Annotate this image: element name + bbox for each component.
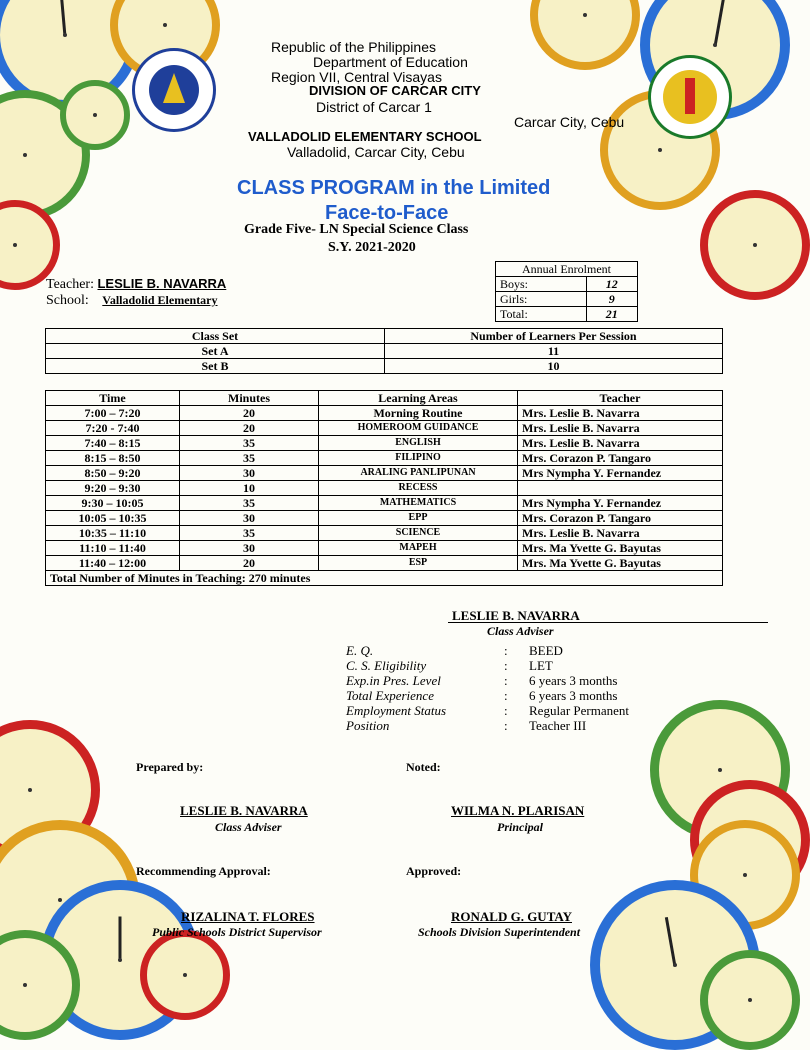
teacher-cell: Mrs Nympha Y. Fernandez bbox=[518, 496, 723, 511]
grade-subtitle: Grade Five- LN Special Science Class bbox=[244, 222, 469, 237]
table-row bbox=[46, 511, 723, 526]
learning-area-cell: MATHEMATICS bbox=[319, 496, 518, 511]
school-value: Valladolid Elementary bbox=[102, 293, 218, 307]
table-row bbox=[46, 406, 723, 421]
prepared-role: Class Adviser bbox=[215, 820, 282, 834]
table-row: Set B 10 bbox=[46, 359, 723, 374]
prepared-name: LESLIE B. NAVARRA bbox=[180, 803, 308, 818]
learning-area-cell: SCIENCE bbox=[319, 526, 518, 541]
profile-label: C. S. Eligibility bbox=[346, 658, 427, 673]
time-cell: 7:00 – 7:20 bbox=[46, 406, 180, 421]
profile-colon: : bbox=[504, 643, 508, 658]
profile-value: BEED bbox=[529, 643, 563, 658]
time-cell: 8:15 – 8:50 bbox=[46, 451, 180, 466]
learning-area-cell: Morning Routine bbox=[319, 406, 518, 421]
enrolment-title: Annual Enrolment bbox=[496, 262, 638, 277]
teacher-cell: Mrs. Leslie B. Navarra bbox=[518, 406, 723, 421]
minutes-cell: 35 bbox=[180, 436, 319, 451]
school-year: S.Y. 2021-2020 bbox=[328, 240, 416, 255]
profile-label: E. Q. bbox=[346, 643, 374, 658]
time-cell: 10:35 – 11:10 bbox=[46, 526, 180, 541]
profile-row bbox=[346, 658, 666, 673]
header-division: DIVISION OF CARCAR CITY bbox=[309, 83, 481, 98]
teacher-cell: Mrs. Corazon P. Tangaro bbox=[518, 451, 723, 466]
profile-row bbox=[346, 718, 666, 733]
profile-label: Employment Status bbox=[346, 703, 447, 718]
prepared-by-label: Prepared by: bbox=[136, 760, 204, 774]
profile-value: 6 years 3 months bbox=[529, 688, 618, 703]
profile-row bbox=[346, 673, 666, 688]
table-row bbox=[46, 436, 723, 451]
minutes-cell: 30 bbox=[180, 511, 319, 526]
table-row bbox=[46, 466, 723, 481]
time-cell: 7:20 - 7:40 bbox=[46, 421, 180, 436]
teacher-cell: Mrs. Leslie B. Navarra bbox=[518, 526, 723, 541]
recommending-role: Public Schools District Supervisor bbox=[152, 925, 322, 939]
page-title: CLASS PROGRAM in the Limited bbox=[237, 177, 551, 199]
time-cell: 9:30 – 10:05 bbox=[46, 496, 180, 511]
adviser-profile bbox=[346, 643, 666, 733]
minutes-cell: 35 bbox=[180, 496, 319, 511]
learning-area-cell: ENGLISH bbox=[319, 436, 518, 451]
learning-area-cell: EPP bbox=[319, 511, 518, 526]
header-school-name: VALLADOLID ELEMENTARY SCHOOL bbox=[248, 129, 482, 144]
teacher-row bbox=[46, 276, 226, 293]
teacher-cell: Mrs. Ma Yvette G. Bayutas bbox=[518, 541, 723, 556]
approved-role: Schools Division Superintendent bbox=[418, 925, 581, 939]
profile-value: LET bbox=[529, 658, 553, 673]
teacher-cell bbox=[518, 481, 723, 496]
header-school-address: Valladolid, Carcar City, Cebu bbox=[287, 144, 465, 160]
profile-row bbox=[346, 703, 666, 718]
minutes-cell: 20 bbox=[180, 421, 319, 436]
recommending-name: RIZALINA T. FLORES bbox=[181, 909, 315, 924]
teacher-cell: Mrs Nympha Y. Fernandez bbox=[518, 466, 723, 481]
page-title-cut: Face-to-Face bbox=[325, 202, 449, 224]
header-department: Department of Education bbox=[313, 54, 468, 70]
class-set-table: Class Set Number of Learners Per Session Set A 11 Set B 10 bbox=[45, 328, 723, 374]
time-cell: 11:40 – 12:00 bbox=[46, 556, 180, 571]
table-row: Girls: 9 bbox=[496, 292, 638, 307]
teacher-cell: Mrs. Corazon P. Tangaro bbox=[518, 511, 723, 526]
noted-label: Noted: bbox=[406, 760, 441, 774]
learning-area-cell: HOMEROOM GUIDANCE bbox=[319, 421, 518, 436]
profile-value: 6 years 3 months bbox=[529, 673, 618, 688]
teacher-name: LESLIE B. NAVARRA bbox=[97, 276, 227, 291]
profile-value: Regular Permanent bbox=[529, 703, 629, 718]
recommending-label: Recommending Approval: bbox=[136, 864, 271, 878]
table-row bbox=[46, 526, 723, 541]
header-republic: Republic of the Philippines bbox=[271, 39, 436, 55]
school-seal-logo bbox=[648, 55, 732, 139]
minutes-cell: 10 bbox=[180, 481, 319, 496]
schedule-table: Time Minutes Learning Areas Teacher 7:00 – 7:20 20 Morning Routine Mrs. Leslie B. Navarra 7:20 - 7:40 20 HOMEROOM GUIDANCE Mrs. Leslie B. Navarra 7:40 – 8:15 35 ENGLISH Mrs. Leslie B. Navarra 8:15 – 8:50 35 FILIPINO Mrs. Corazon P. Tangaro 8:50 – 9:20 30 ARALING PANLIPUNAN Mrs Nympha Y. Fernandez 9:20 – 9:30 10 RECESS 9:30 – 10:05 35 MATHEMATICS Mrs Nympha Y. Fernandez 10:05 – 10:35 30 EPP Mrs. Corazon P. Tangaro 10:35 – 11:10 35 SCIENCE Mrs. Leslie B. Navarra 11:10 – 11:40 30 MAPEH Mrs. Ma Yvette G. Bayutas 11:40 – 12:00 20 ESP Mrs. Ma Yvette G. Bayutas Total Number of Minutes in Teaching: 270 minutes bbox=[45, 390, 723, 586]
adviser-line bbox=[448, 622, 768, 623]
approved-name: RONALD G. GUTAY bbox=[451, 909, 572, 924]
time-cell: 9:20 – 9:30 bbox=[46, 481, 180, 496]
teacher-cell: Mrs. Leslie B. Navarra bbox=[518, 421, 723, 436]
clock-icon bbox=[700, 190, 810, 300]
learning-area-cell: ARALING PANLIPUNAN bbox=[319, 466, 518, 481]
learning-area-cell: MAPEH bbox=[319, 541, 518, 556]
clock-icon bbox=[530, 0, 640, 70]
learning-area-cell: FILIPINO bbox=[319, 451, 518, 466]
approved-label: Approved: bbox=[406, 864, 462, 878]
profile-label: Total Experience bbox=[346, 688, 434, 703]
minutes-cell: 35 bbox=[180, 451, 319, 466]
minutes-cell: 20 bbox=[180, 556, 319, 571]
total-minutes: Total Number of Minutes in Teaching: 270 minutes bbox=[46, 571, 723, 586]
school-label: School: bbox=[46, 293, 89, 308]
profile-label: Exp.in Pres. Level bbox=[346, 673, 441, 688]
header-city: Carcar City, Cebu bbox=[514, 114, 625, 130]
table-row bbox=[46, 541, 723, 556]
profile-colon: : bbox=[504, 688, 508, 703]
minutes-cell: 30 bbox=[180, 466, 319, 481]
profile-colon: : bbox=[504, 673, 508, 688]
table-row bbox=[46, 421, 723, 436]
clock-icon bbox=[140, 930, 230, 1020]
minutes-cell: 30 bbox=[180, 541, 319, 556]
table-row bbox=[46, 481, 723, 496]
minutes-cell: 35 bbox=[180, 526, 319, 541]
profile-value: Teacher III bbox=[529, 718, 587, 733]
adviser-role: Class Adviser bbox=[487, 624, 554, 638]
enrolment-table bbox=[495, 261, 638, 322]
adviser-name: LESLIE B. NAVARRA bbox=[452, 608, 580, 623]
time-cell: 11:10 – 11:40 bbox=[46, 541, 180, 556]
teacher-label: Teacher: bbox=[46, 277, 94, 292]
table-row: Total: 21 bbox=[496, 307, 638, 322]
profile-row bbox=[346, 643, 666, 658]
profile-label: Position bbox=[346, 718, 390, 733]
deped-seal-logo bbox=[132, 48, 216, 132]
time-cell: 8:50 – 9:20 bbox=[46, 466, 180, 481]
clock-icon bbox=[700, 950, 800, 1050]
time-cell: 7:40 – 8:15 bbox=[46, 436, 180, 451]
minutes-cell: 20 bbox=[180, 406, 319, 421]
clock-icon bbox=[60, 80, 130, 150]
table-row bbox=[46, 496, 723, 511]
learning-area-cell: RECESS bbox=[319, 481, 518, 496]
noted-name: WILMA N. PLARISAN bbox=[451, 803, 585, 818]
table-row: Boys: 12 bbox=[496, 277, 638, 292]
time-cell: 10:05 – 10:35 bbox=[46, 511, 180, 526]
profile-colon: : bbox=[504, 718, 508, 733]
profile-row bbox=[346, 688, 666, 703]
learning-area-cell: ESP bbox=[319, 556, 518, 571]
table-row bbox=[46, 451, 723, 466]
table-row bbox=[46, 556, 723, 571]
profile-colon: : bbox=[504, 703, 508, 718]
school-row bbox=[46, 293, 218, 309]
teacher-cell: Mrs. Leslie B. Navarra bbox=[518, 436, 723, 451]
profile-colon: : bbox=[504, 658, 508, 673]
teacher-cell: Mrs. Ma Yvette G. Bayutas bbox=[518, 556, 723, 571]
table-row: Set A 11 bbox=[46, 344, 723, 359]
header-district: District of Carcar 1 bbox=[316, 99, 432, 115]
header-region: Region VII, Central Visayas bbox=[271, 69, 442, 85]
noted-role: Principal bbox=[497, 820, 544, 834]
